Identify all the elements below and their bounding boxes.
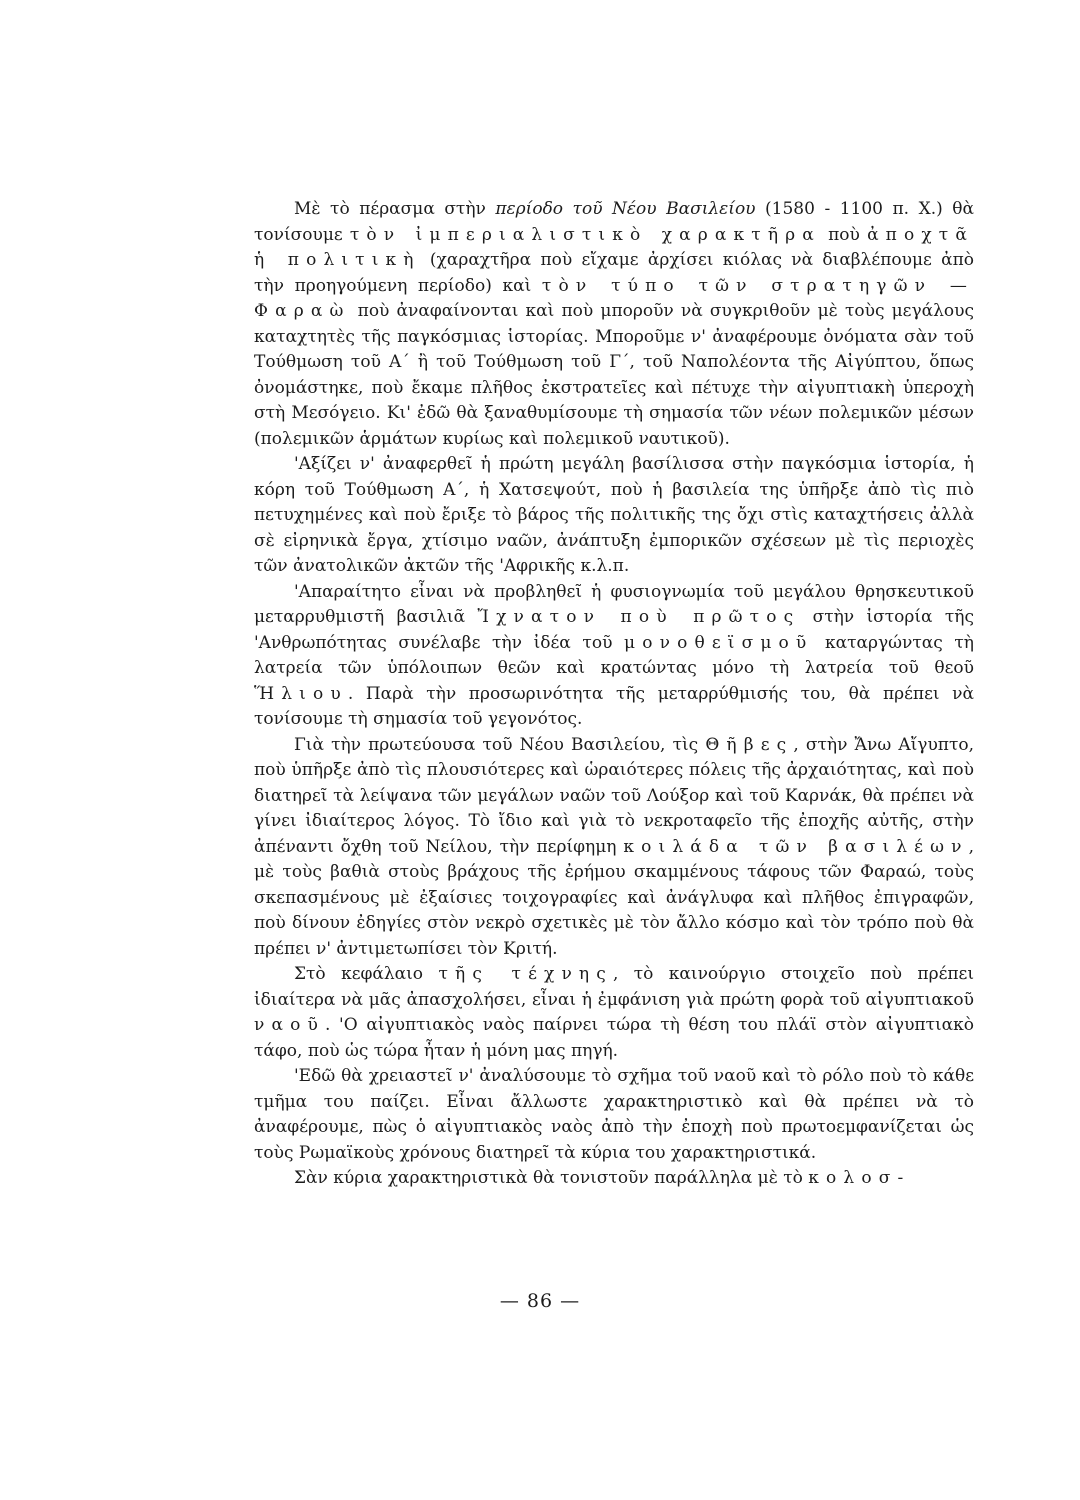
text-run: . 'Ο αἰγυπτιακὸς ναὸς παίρνει τώρα τὴ θέση του πλάϊ στὸν αἰγυπτιακὸ τάφο, ποὺ ὡς τώρα ἦταν ἡ μόνη μας πηγή. (254, 1015, 974, 1061)
text-run: , στὴν Ἄνω Αἴγυπτο, ποὺ ὑπῆρξε ἀπὸ τὶς πλουσιότερες καὶ ὡραιότερες πόλεις τῆς ἀρχαιότητας, καὶ ποὺ διατηρεῖ τὰ λείψανα τῶν μεγάλων ναῶν τοῦ Λούξορ καὶ τοῦ Καρνάκ, θὰ πρέπει νὰ γίνει ἰδιαίτερος λόγος. Τὸ ἴδιο καὶ γιὰ τὸ νεκροταφεῖο τῆς ἐποχῆς αὐτῆς, στὴν ἀπέναντι ὄχθη τοῦ Νείλου, τὴν περίφημη (254, 734, 974, 857)
text-run: ποὺ (820, 224, 868, 245)
italic-term: περίοδο τοῦ Νέου Βασιλείου (495, 199, 756, 219)
text-run: , τὸ καινούργιο στοιχεῖο ποὺ πρέπει ἰδιαίτερα νὰ μᾶς ἀπασχολήσει, εἶναι ἡ ἐμφάνιση γιὰ πρώτη φορὰ τοῦ αἰγυπτιακοῦ (254, 964, 975, 1010)
paragraph-main-features (254, 1166, 974, 1192)
text-run: 'Εδῶ θὰ χρειαστεῖ ν' ἀναλύσουμε τὸ σχῆμα τοῦ ναοῦ καὶ τὸ ρόλο ποὺ τὸ κάθε τμῆμα του παίζει. Εἶναι ἄλλωστε χαρακτηριστικὸ καὶ θὰ πρέπει νὰ τὸ ἀναφέρουμε, πὼς ὁ αἰγυπτιακὸς ναὸς ἀπὸ τὴν ἐποχὴ ποὺ πρωτοεμφανίζεται ὡς τοὺς Ρωμαϊκοὺς χρόνους διατηρεῖ τὰ κύρια του χαρακτηριστικά. (254, 1066, 974, 1163)
text-run: (χαραχτῆρα ποὺ εἴχαμε ἀρχίσει κιόλας νὰ διαβλέπουμε ἀπὸ τὴν προηγούμενη περίοδο) καὶ (254, 250, 974, 296)
paragraph-akhenaten (254, 580, 974, 733)
spaced-emphasis: τὸν ἰμπεριαλιστικὸ χαρακτῆρα (349, 224, 821, 245)
page-number: — 86 — (499, 1290, 581, 1312)
paragraph-art-temple (254, 962, 974, 1064)
text-run: Στὸ κεφάλαιο (294, 964, 439, 984)
paragraph-thebes (254, 733, 974, 963)
text-run: Γιὰ τὴν πρωτεύουσα τοῦ Νέου Βασιλείου, τὶς (294, 734, 706, 755)
spaced-emphasis: ἀποχτᾶ ἡ πολιτικὴ (254, 224, 974, 270)
spaced-emphasis: τῆς τέχνης (438, 964, 613, 984)
text-run: ποὺ ἀναφαίνονται καὶ ποὺ μποροῦν νὰ συγκριθοῦν μὲ τοὺς μεγάλους καταχτητὲς τῆς παγκόσμιας ἱστορίας. Μποροῦμε ν' ἀναφέρουμε ὀνόματα σὰν τοῦ Τούθμωση τοῦ Α΄ ἢ τοῦ Τούθμωση τοῦ Γ΄, τοῦ Ναπολέοντα τῆς Αἰγύπτου, ὅπως ὀνομάστηκε, ποὺ ἔκαμε πλῆθος ἐκστρατεῖες καὶ πέτυχε τὴν αἰγυπτιακὴ ὑπεροχὴ στὴ Μεσόγειο. Κι' ἐδῶ θὰ ξαναθυμίσουμε τὴ σημασία τῶν νέων πολεμικῶν μέσων (πολεμικῶν ἁρμάτων κυρίως καὶ πολεμικοῦ ναυτικοῦ). (254, 301, 974, 449)
spaced-emphasis: μονοθεϊσμοῦ (624, 632, 814, 653)
paragraph-temple-analysis (254, 1064, 974, 1166)
paragraph-new-kingdom (254, 197, 974, 452)
text-run: καταργώντας τὴ λατρεία τῶν ὑπόλοιπων θεῶν καὶ κρατώντας μόνο τὴ λατρεία τοῦ θεοῦ (254, 632, 974, 678)
text-run: Μὲ τὸ πέρασμα στὴν (294, 199, 496, 219)
text-run: στὴν ἱστορία τῆς 'Ανθρωπότητας συνέλαβε τὴν ἰδέα τοῦ (254, 607, 974, 653)
text-run: Σὰν κύρια χαρακτηριστικὰ θὰ τονιστοῦν παράλληλα μὲ τὸ (294, 1168, 809, 1188)
spaced-emphasis: ναοῦ (254, 1015, 325, 1035)
spaced-emphasis: κοιλάδα τῶν βασιλέων (623, 836, 969, 857)
text-run: (1580 - 1100 π. Χ.) θὰ τονίσουμε (254, 199, 974, 245)
text-run: 'Αξίζει ν' ἀναφερθεῖ ἡ πρώτη μεγάλη βασίλισσα στὴν παγκόσμια ἱστορία, ἡ κόρη τοῦ Τούθμωση Α΄, ἡ Χατσεψούτ, ποὺ ἡ βασιλεία της ὑπῆρξε ἀπὸ τὶς πιὸ πετυχημένες καὶ ποὺ ἔριξε τὸ βάρος τῆς πολιτικῆς της ὄχι στὶς καταχτήσεις ἀλλὰ σὲ εἰρηνικὰ ἔργα, χτίσιμο ναῶν, ἀνάπτυξη ἐμπορικῶν σχέσεων μὲ τὶς περιοχὲς τῶν ἀνατολικῶν ἀκτῶν τῆς 'Αφρικῆς κ.λ.π. (254, 454, 974, 576)
spaced-emphasis: τὸν τύπο τῶν στρατηγῶν — Φαραὼ (254, 275, 974, 321)
spaced-emphasis: Ἴχνατον ποὺ πρῶτος (477, 607, 801, 627)
paragraph-hatshepsut (254, 452, 974, 580)
text-run: . Παρὰ τὴν προσωρινότητα τῆς μεταρρύθμισής του, θὰ πρέπει νὰ τονίσουμε τὴ σημασία τοῦ γεγονότος. (254, 683, 974, 729)
body-text (254, 197, 974, 1192)
text-run: , μὲ τοὺς βαθιὰ στοὺς βράχους τῆς ἐρήμου σκαμμένους τάφους τῶν Φαραώ, τοὺς σκεπασμένους μὲ ἐξαίσιες τοιχογραφίες καὶ ἀνάγλυφα καὶ πλῆθος ἐπιγραφῶν, ποὺ δίνουν ἐδηγίες στὸν νεκρὸ σχετικὲς μὲ τὸν ἄλλο κόσμο καὶ τὸν τρόπο ποὺ θὰ πρέπει ν' ἀντιμετωπίσει τὸν Κριτή. (254, 836, 975, 959)
text-run: 'Απαραίτητο εἶναι νὰ προβληθεῖ ἡ φυσιογνωμία τοῦ μεγάλου θρησκευτικοῦ μεταρρυθμιστῆ βασιλιᾶ (254, 581, 974, 627)
spaced-emphasis: κολοσ- (808, 1168, 911, 1188)
spaced-emphasis: Ἥλιου (254, 683, 348, 704)
spaced-emphasis: Θῆβες (705, 734, 794, 755)
